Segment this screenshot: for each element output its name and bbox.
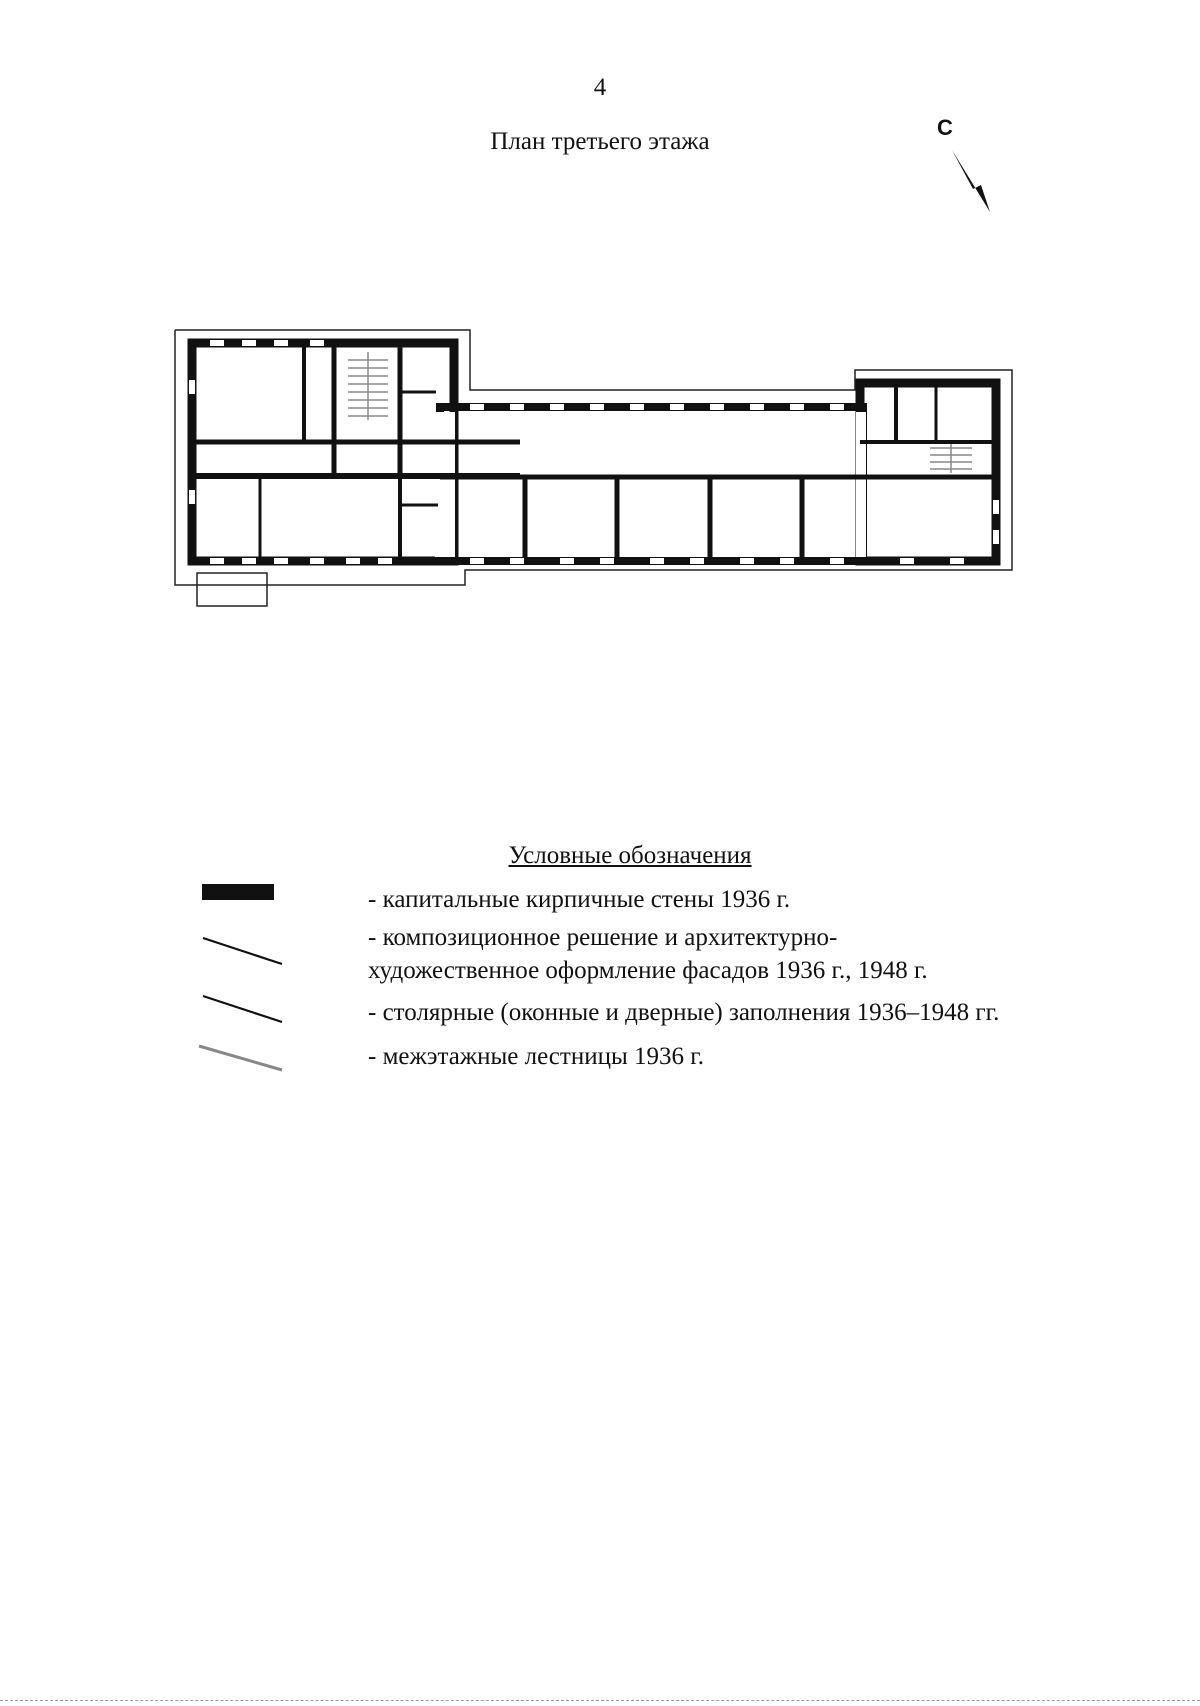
floor-plan-drawing — [170, 320, 1020, 610]
legend-text: - столярные (оконные и дверные) заполнения 1936–1948 гг. — [368, 999, 1000, 1026]
legend-item-walls — [368, 883, 790, 916]
plan-title: План третьего этажа — [490, 128, 710, 155]
north-arrow — [935, 115, 1015, 225]
legend-item-stairs — [368, 1040, 704, 1073]
legend-symbol-joinery — [200, 990, 290, 1030]
legend-symbol-facades — [200, 932, 290, 972]
legend-title: Условные обозначения — [508, 842, 752, 869]
page-number: 4 — [593, 74, 607, 101]
legend-text: - композиционное решение и архитектурно- — [368, 924, 838, 951]
legend-text: художественное оформление фасадов 1936 г., 1948 г. — [368, 957, 928, 984]
legend-symbol-walls — [202, 882, 282, 902]
legend-symbol-stairs — [196, 1040, 286, 1080]
north-letter: С — [937, 115, 953, 140]
legend-item-facades — [368, 921, 928, 987]
legend-item-joinery — [368, 996, 999, 1029]
north-arrow-icon — [935, 115, 1015, 225]
scan-edge-line — [0, 1700, 1200, 1701]
legend-text: - межэтажные лестницы 1936 г. — [368, 1043, 704, 1070]
legend-text: - капитальные кирпичные стены 1936 г. — [368, 886, 791, 913]
